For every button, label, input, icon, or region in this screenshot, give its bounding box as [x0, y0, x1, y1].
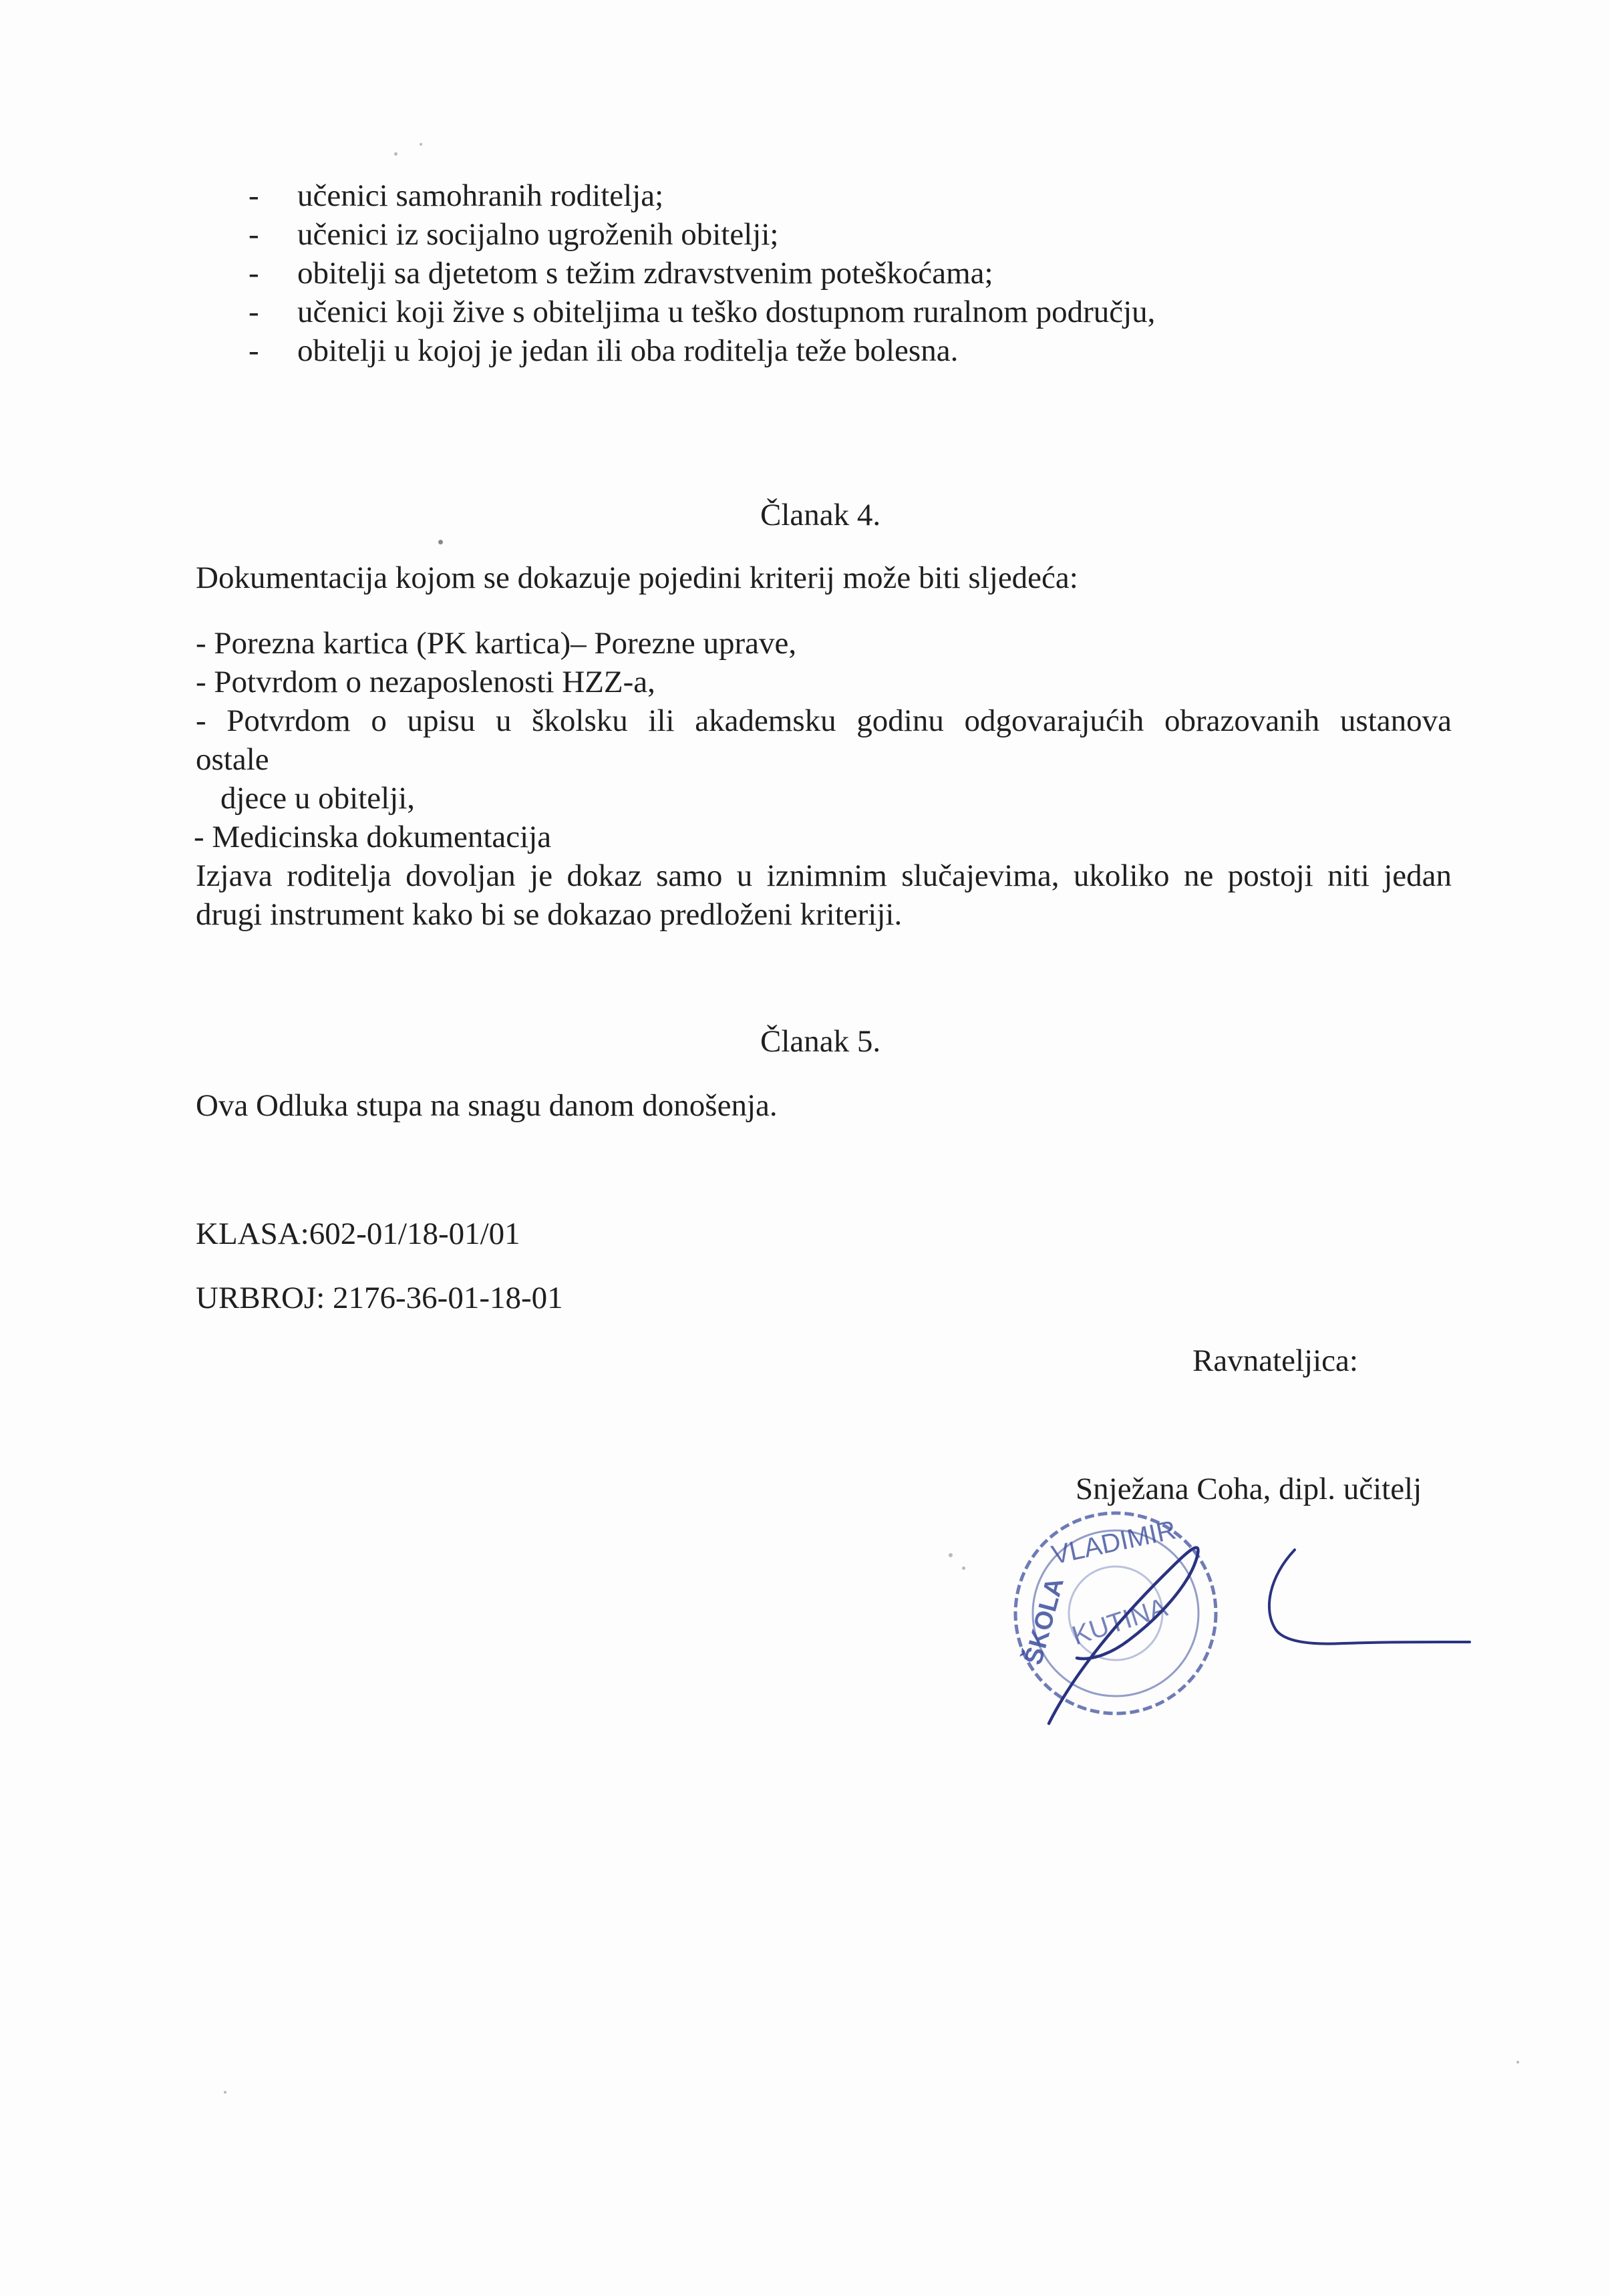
stamp-text-center: KUTINA — [1068, 1593, 1171, 1651]
scan-speck — [224, 2091, 226, 2094]
list-item: učenici koji žive s obiteljima u teško dostupnom ruralnom području, — [297, 295, 1156, 329]
article-5-text: Ova Odluka stupa na snagu danom donošenja. — [196, 1088, 778, 1123]
signature-stroke-stamp — [1002, 1503, 1223, 1730]
scan-speck — [420, 143, 422, 146]
signatory-name: Snježana Coha, dipl. učitelj — [1076, 1472, 1422, 1506]
scan-speck — [394, 152, 397, 156]
article-5-title: Članak 5. — [760, 1024, 881, 1059]
article-4-title: Članak 4. — [760, 498, 881, 532]
article-4-intro: Dokumentacija kojom se dokazuje pojedini kriterij može biti sljedeća: — [196, 560, 1078, 595]
scan-speck — [438, 540, 443, 544]
scan-speck — [962, 1567, 965, 1570]
stamp-text-left: ŠKOLA — [1019, 1575, 1070, 1668]
documentation-item: - Porezna kartica (PK kartica)– Porezne uprave, — [196, 626, 797, 661]
stamp-text-top: VLADIMIR — [1049, 1515, 1179, 1571]
documentation-item: - Medicinska dokumentacija — [194, 820, 552, 854]
documentation-item: - Potvrdom o nezaposlenosti HZZ-a, — [196, 665, 655, 699]
list-item: učenici samohranih roditelja; — [297, 178, 664, 213]
list-item: obitelji u kojoj je jedan ili oba roditelja teže bolesna. — [297, 333, 959, 368]
documentation-item: ostale — [196, 742, 269, 777]
parent-statement-line: drugi instrument kako bi se dokazao predloženi kriteriji. — [196, 897, 903, 932]
scan-speck — [949, 1553, 953, 1557]
list-dash: - — [249, 217, 259, 252]
list-dash: - — [249, 178, 259, 213]
documentation-item: djece u obitelji, — [220, 781, 416, 816]
list-item: učenici iz socijalno ugroženih obitelji; — [297, 217, 779, 252]
list-dash: - — [249, 256, 259, 291]
list-dash: - — [249, 333, 259, 368]
handwritten-signature — [1256, 1530, 1476, 1663]
urbroj-reference: URBROJ: 2176-36-01-18-01 — [196, 1281, 563, 1315]
scan-speck — [1516, 2061, 1519, 2064]
parent-statement-line: Izjava roditelja dovoljan je dokaz samo u iznimnim slučajevima, ukoliko ne postoji niti jedan — [196, 858, 1452, 893]
signature-title: Ravnateljica: — [1192, 1343, 1358, 1378]
documentation-item: - Potvrdom o upisu u školsku ili akademsku godinu odgovarajućih obrazovanih ustanova — [196, 703, 1452, 738]
list-item: obitelji sa djetetom s težim zdravstvenim poteškoćama; — [297, 256, 993, 291]
list-dash: - — [249, 295, 259, 329]
klasa-reference: KLASA:602-01/18-01/01 — [196, 1216, 520, 1251]
